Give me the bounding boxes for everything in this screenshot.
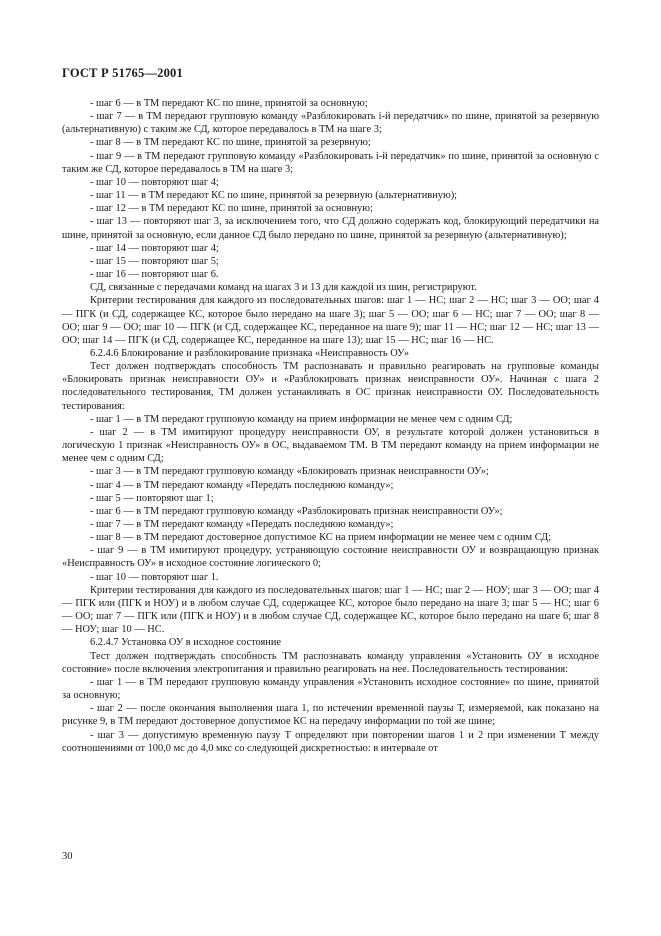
paragraph: - шаг 9 — в ТМ имитируют процедуру, устраняющую состояние неисправности ОУ и возвращающую признак «Неисправность ОУ» в исходное состояние логического 0;	[62, 545, 599, 570]
paragraph: - шаг 8 — в ТМ передают КС по шине, принятой за резервную;	[90, 137, 371, 149]
paragraph: - шаг 10 — повторяют шаг 4;	[90, 176, 219, 188]
paragraph: - шаг 11 — в ТМ передают КС по шине, принятой за резервную (альтернативную);	[90, 190, 458, 202]
section-heading: 6.2.4.7 Установка ОУ в исходное состояние	[90, 637, 282, 649]
standard-header: ГОСТ Р 51765—2001	[62, 66, 183, 80]
paragraph: - шаг 4 — в ТМ передают команду «Передать последнюю команду»;	[90, 479, 394, 491]
paragraph: - шаг 5 — повторяют шаг 1;	[90, 492, 214, 504]
paragraph: - шаг 10 — повторяют шаг 1.	[90, 571, 219, 583]
section-heading: 6.2.4.6 Блокирование и разблокирование признака «Неисправность ОУ»	[90, 347, 410, 359]
paragraph: - шаг 3 — в ТМ передают групповую команду «Блокировать признак неисправности ОУ»;	[90, 466, 489, 478]
paragraph: - шаг 2 — в ТМ имитируют процедуру неисправности ОУ, в результате которой должен установиться в логическую 1 признак «Неисправность ОУ» в ОС, выдаваемом ТМ. В ТМ передают команду на прием информации не менее чем с одним СД;	[62, 426, 599, 465]
paragraph: - шаг 7 — в ТМ передают команду «Передать последнюю команду»;	[90, 519, 394, 530]
paragraph: Критерии тестирования для каждого из последовательных шагов: шаг 1 — НС; шаг 2 — НС; шаг 3 — ОО; шаг 4 — ПГК (и СД, содержащее КС, которое было передано на шаге 3); шаг 5 — ОО; шаг 6 — НС; шаг 7 — ОО; шаг 8 — ОО; шаг 9 — ОО; шаг 10 — ПГК (и СД, содержащее КС, переданное на шаге 9); шаг 11 — НС; шаг 12 — НС; шаг 13 — ОО; шаг 14 — ПГК (и СД, содержащее КС, переданное на шаге 13); шаг 15 — НС; шаг 16 — НС.	[62, 295, 599, 346]
paragraph: - шаг 8 — в ТМ передают достоверное допустимое КС на прием информации не менее чем с одним СД;	[90, 532, 552, 544]
paragraph: СД, связанные с передачами команд на шагах 3 и 13 для каждой из шин, регистрируют.	[90, 282, 477, 294]
page-number: 30	[62, 851, 73, 862]
document-body	[62, 97, 599, 755]
paragraph: Тест должен подтверждать способность ТМ распознавать и правильно реагировать на групповые команды «Блокировать признак неисправности ОУ» и «Разблокировать признак неисправности ОУ». Начиная с шага 2 последовательного тестирования, ТМ должен устанавливать в ОС признак неисправности ОУ. Последовательность тестирования:	[62, 361, 599, 412]
paragraph: - шаг 16 — повторяют шаг 6.	[90, 269, 219, 281]
paragraph: - шаг 7 — в ТМ передают групповую команду «Разблокировать i-й передатчик» по шине, принятой за резервную (альтернативную) с таким же СД, которое передавалось в ТМ на шаге 3;	[62, 111, 599, 136]
paragraph: - шаг 9 — в ТМ передают групповую команду «Разблокировать i-й передатчик» по шине, принятой за основную с таким же СД, которое передавалось в ТМ на шаге 3;	[62, 150, 599, 175]
paragraph: Критерии тестирования для каждого из последовательных шагов: шаг 1 — НС; шаг 2 — НОУ; шаг 3 — ОО; шаг 4 — ПГК или (ПГК и НОУ) и в любом случае СД, содержащее КС, которое было передано на шаге 3; шаг 5 — НС; шаг 6 — ОО; шаг 7 — ПГК или (ПГК и НОУ) и в любом случае СД, содержащее КС, которое было передано на шаге 6; шаг 8 — НОУ; шаг 10 — НС.	[62, 584, 599, 636]
paragraph: Тест должен подтверждать способность ТМ распознавать команду управления «Установить ОУ в исходное состояние» после включения электропитания и правильно реагировать на нее. Последовательность тестирования:	[62, 650, 599, 675]
paragraph: - шаг 14 — повторяют шаг 4;	[90, 242, 219, 254]
paragraph: - шаг 6 — в ТМ передают КС по шине, принятой за основную;	[90, 98, 368, 109]
paragraph: - шаг 12 — в ТМ передают КС по шине, принятой за основную;	[90, 203, 373, 215]
paragraph: - шаг 2 — после окончания выполнения шага 1, по истечении временной паузы Т, измеряемой, как показано на рисунке 9, в ТМ передают достоверное допустимое КС на передачу информации по той же шине;	[62, 703, 599, 728]
paragraph: - шаг 13 — повторяют шаг 3, за исключением того, что СД должно содержать код, блокирующий передатчики на шине, принятой за основную, если данное СД было передано по шине, принятой за резервную (альтернативную);	[62, 216, 599, 241]
paragraph: - шаг 1 — в ТМ передают групповую команду управления «Установить исходное состояние» по шине, принятой за основную;	[62, 676, 599, 702]
paragraph: - шаг 1 — в ТМ передают групповую команду на прием информации не менее чем с одним СД;	[90, 413, 513, 425]
paragraph: - шаг 3 — допустимую временную паузу Т определяют при повторении шагов 1 и 2 при изменении Т между соотношениями от 100,0 мс до 4,0 мкс со следующей дискретностью: в интервале от	[62, 729, 599, 754]
paragraph: - шаг 15 — повторяют шаг 5;	[90, 255, 219, 267]
paragraph: - шаг 6 — в ТМ передают групповую команду «Разблокировать признак неисправности ОУ»;	[90, 505, 503, 517]
